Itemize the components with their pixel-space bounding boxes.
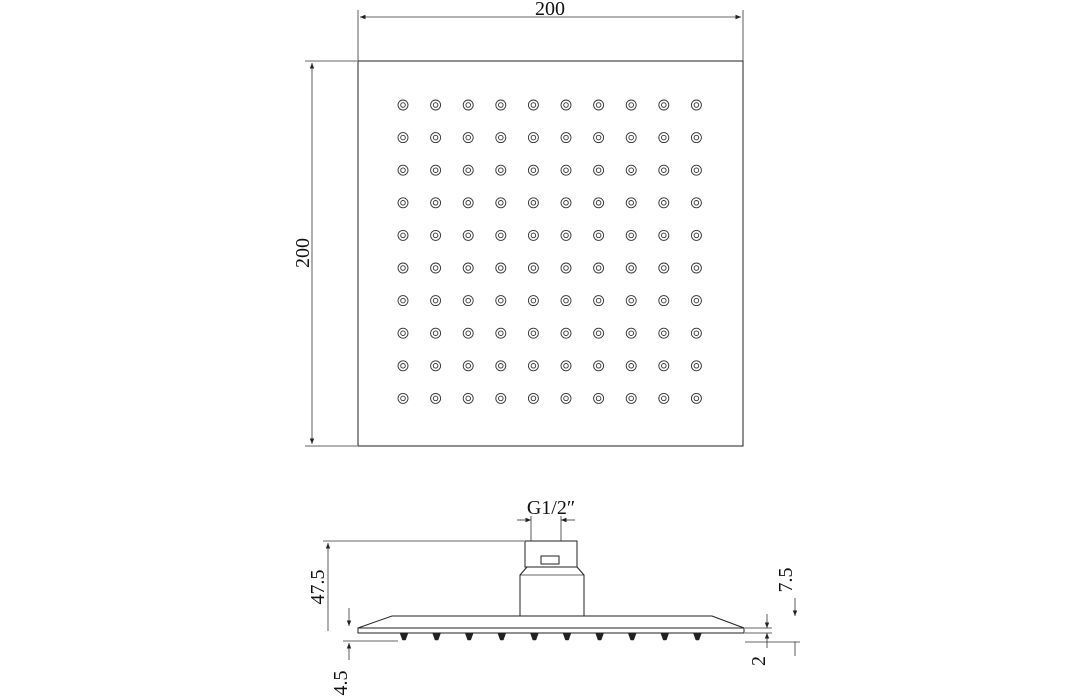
- nozzle-4-10: [691, 198, 701, 208]
- nozzle-7-5: [528, 296, 538, 306]
- nozzle-9-8: [626, 361, 636, 371]
- side-nozzle-tip-5: [530, 633, 538, 640]
- side-nozzle-tip-9: [661, 633, 669, 640]
- side-plate-body: [358, 628, 744, 633]
- side-nozzle-tip-2: [433, 633, 441, 640]
- nozzle-1-4: [496, 100, 506, 110]
- nozzle-7-1: [398, 296, 408, 306]
- nozzle-8-4: [496, 328, 506, 338]
- nozzle-tips: [400, 633, 701, 640]
- nozzle-10-7: [594, 393, 604, 403]
- side-nozzle-tip-10: [693, 633, 701, 640]
- nozzle-9-4: [496, 361, 506, 371]
- nozzle-6-2: [431, 263, 441, 273]
- side-nozzle-tip-7: [596, 633, 604, 640]
- nozzle-6-7: [594, 263, 604, 273]
- nozzle-height-label: 4.5: [330, 670, 352, 696]
- nozzle-1-5: [528, 100, 538, 110]
- nozzle-8-7: [594, 328, 604, 338]
- nozzle-7-7: [594, 296, 604, 306]
- nozzle-3-3: [463, 165, 473, 175]
- nozzle-5-5: [528, 230, 538, 240]
- nozzle-5-9: [659, 230, 669, 240]
- total-height-label: 47.5: [307, 569, 329, 605]
- nozzle-1-7: [594, 100, 604, 110]
- side-nozzle-tip-4: [498, 633, 506, 640]
- nozzle-7-4: [496, 296, 506, 306]
- nozzle-10-8: [626, 393, 636, 403]
- nozzle-4-8: [626, 198, 636, 208]
- nozzle-8-10: [691, 328, 701, 338]
- nozzle-10-4: [496, 393, 506, 403]
- arm-height-label: 7.5: [775, 567, 797, 593]
- nozzle-6-9: [659, 263, 669, 273]
- nozzle-10-10: [691, 393, 701, 403]
- side-nozzle-tip-8: [628, 633, 636, 640]
- nozzle-6-5: [528, 263, 538, 273]
- nozzle-1-6: [561, 100, 571, 110]
- height-dimension-label: 200: [292, 238, 314, 268]
- side-nozzle-tip-6: [563, 633, 571, 640]
- nozzle-2-6: [561, 133, 571, 143]
- nozzle-3-7: [594, 165, 604, 175]
- nozzle-3-2: [431, 165, 441, 175]
- nozzle-2-9: [659, 133, 669, 143]
- nozzle-4-5: [528, 198, 538, 208]
- nozzle-10-1: [398, 393, 408, 403]
- nozzle-7-10: [691, 296, 701, 306]
- nozzle-1-2: [431, 100, 441, 110]
- side-nozzle-tip-3: [465, 633, 473, 640]
- nozzle-1-3: [463, 100, 473, 110]
- nozzle-5-3: [463, 230, 473, 240]
- nozzle-3-6: [561, 165, 571, 175]
- nozzle-9-2: [431, 361, 441, 371]
- nozzle-10-9: [659, 393, 669, 403]
- nozzle-7-8: [626, 296, 636, 306]
- nozzle-3-8: [626, 165, 636, 175]
- nozzle-8-3: [463, 328, 473, 338]
- nozzle-1-10: [691, 100, 701, 110]
- nozzle-4-6: [561, 198, 571, 208]
- nozzle-8-6: [561, 328, 571, 338]
- width-dimension-label: 200: [535, 0, 565, 20]
- connector-neck: [520, 567, 584, 616]
- nozzle-2-1: [398, 133, 408, 143]
- side-nozzle-tip-1: [400, 633, 408, 640]
- connector-nut: [525, 541, 577, 567]
- nozzle-4-1: [398, 198, 408, 208]
- thread-size-label: G1/2″: [526, 497, 576, 519]
- nozzle-grid: [398, 100, 701, 403]
- nozzle-1-8: [626, 100, 636, 110]
- nozzle-5-4: [496, 230, 506, 240]
- nozzle-4-3: [463, 198, 473, 208]
- nozzle-5-2: [431, 230, 441, 240]
- plate-thickness-label: 2: [748, 656, 770, 666]
- nozzle-3-4: [496, 165, 506, 175]
- side-plate-top: [358, 616, 744, 628]
- nozzle-8-2: [431, 328, 441, 338]
- nozzle-5-10: [691, 230, 701, 240]
- nozzle-6-8: [626, 263, 636, 273]
- nozzle-9-9: [659, 361, 669, 371]
- nozzle-8-9: [659, 328, 669, 338]
- nozzle-7-6: [561, 296, 571, 306]
- nozzle-3-5: [528, 165, 538, 175]
- nozzle-8-1: [398, 328, 408, 338]
- nozzle-10-6: [561, 393, 571, 403]
- nozzle-2-10: [691, 133, 701, 143]
- nozzle-6-3: [463, 263, 473, 273]
- nozzle-7-2: [431, 296, 441, 306]
- nozzle-10-3: [463, 393, 473, 403]
- nozzle-4-2: [431, 198, 441, 208]
- side-view: [307, 497, 800, 696]
- nozzle-9-1: [398, 361, 408, 371]
- nozzle-3-9: [659, 165, 669, 175]
- nozzle-2-3: [463, 133, 473, 143]
- nozzle-5-1: [398, 230, 408, 240]
- nozzle-1-9: [659, 100, 669, 110]
- nozzle-2-5: [528, 133, 538, 143]
- nozzle-4-4: [496, 198, 506, 208]
- nozzle-9-5: [528, 361, 538, 371]
- nozzle-3-10: [691, 165, 701, 175]
- nozzle-5-6: [561, 230, 571, 240]
- connector-nut-slot: [541, 556, 559, 564]
- nozzle-2-4: [496, 133, 506, 143]
- nozzle-3-1: [398, 165, 408, 175]
- nozzle-6-4: [496, 263, 506, 273]
- nozzle-8-5: [528, 328, 538, 338]
- nozzle-2-2: [431, 133, 441, 143]
- nozzle-4-7: [594, 198, 604, 208]
- nozzle-4-9: [659, 198, 669, 208]
- nozzle-10-2: [431, 393, 441, 403]
- nozzle-7-9: [659, 296, 669, 306]
- nozzle-8-8: [626, 328, 636, 338]
- nozzle-5-7: [594, 230, 604, 240]
- top-view: [292, 0, 743, 446]
- nozzle-9-3: [463, 361, 473, 371]
- shower-head-plate-outline: [358, 61, 743, 446]
- nozzle-2-7: [594, 133, 604, 143]
- nozzle-5-8: [626, 230, 636, 240]
- nozzle-6-6: [561, 263, 571, 273]
- nozzle-9-10: [691, 361, 701, 371]
- nozzle-2-8: [626, 133, 636, 143]
- nozzle-1-1: [398, 100, 408, 110]
- nozzle-7-3: [463, 296, 473, 306]
- nozzle-6-10: [691, 263, 701, 273]
- nozzle-9-7: [594, 361, 604, 371]
- nozzle-6-1: [398, 263, 408, 273]
- nozzle-10-5: [528, 393, 538, 403]
- nozzle-9-6: [561, 361, 571, 371]
